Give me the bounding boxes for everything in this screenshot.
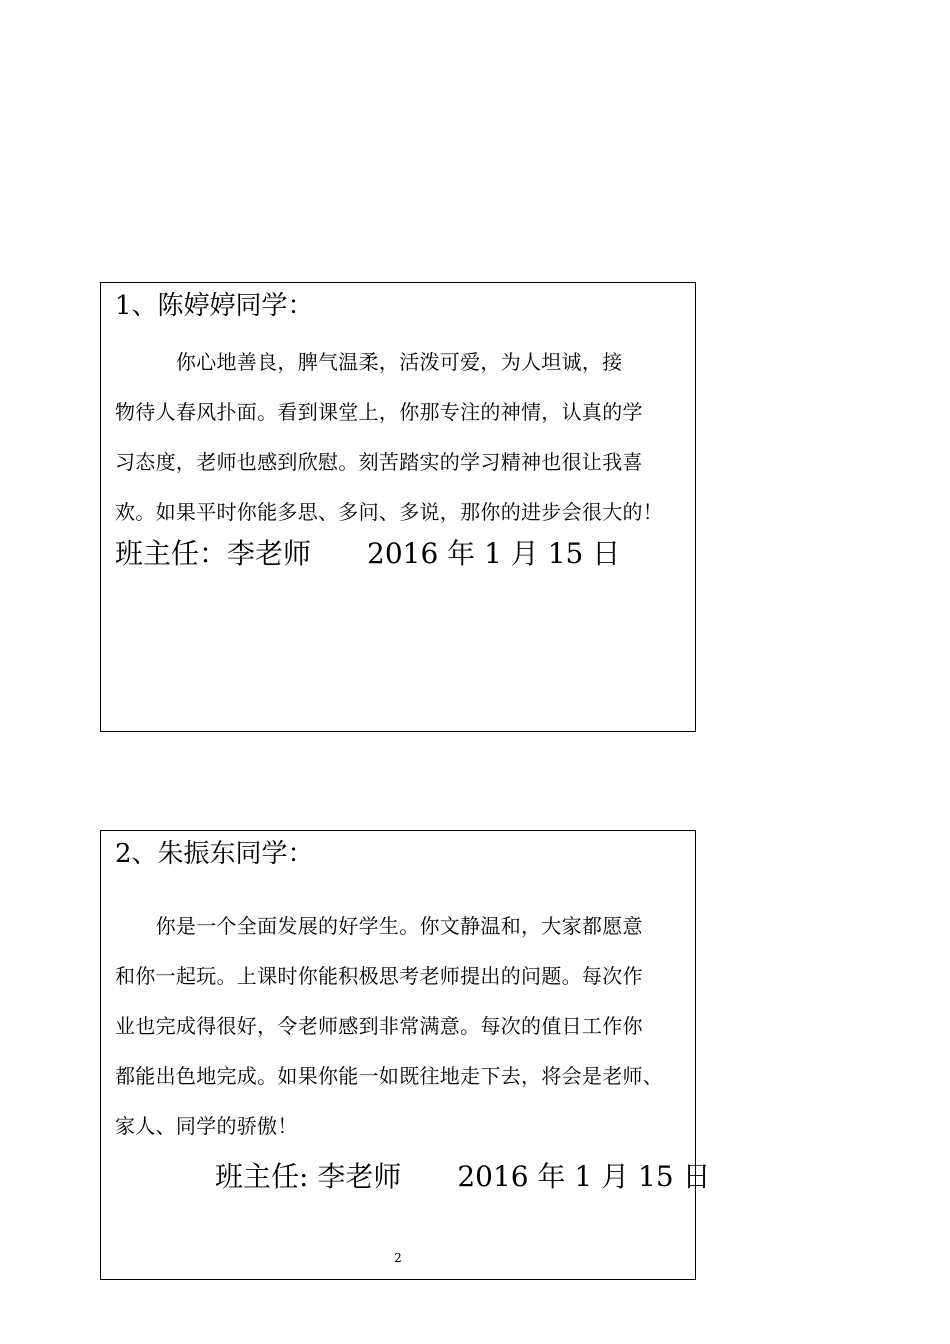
signature-date: 2016 年 1 月 15 日 [457,1160,711,1193]
comment-line: 业也完成得很好，令老师感到非常满意。每次的值日工作你 [115,1014,643,1038]
teacher-signature: 班主任: 李老师 [215,1160,402,1193]
page-number: 2 [394,1251,402,1265]
comment-line: 习态度，老师也感到欣慰。刻苦踏实的学习精神也很让我喜 [115,450,643,474]
comment-line: 你心地善良，脾气温柔，活泼可爱，为人坦诚，接 [115,350,623,374]
comment-line: 欢。如果平时你能多思、多问、多说，那你的进步会很大的！ [115,500,664,524]
comment-card-2 [100,830,711,1280]
signature-line [215,1161,711,1193]
comment-line: 家人、同学的骄傲！ [115,1114,298,1138]
comment-line: 你是一个全面发展的好学生。你文静温和，大家都愿意 [115,914,643,938]
teacher-signature: 班主任：李老师 [115,537,312,570]
comment-line: 物待人春风扑面。看到课堂上，你那专注的神情，认真的学 [115,400,643,424]
comment-line: 都能出色地完成。如果你能一如既往地走下去，将会是老师、 [115,1064,664,1088]
comment-card-1 [100,282,696,732]
signature-line [115,538,620,570]
comment-line: 和你一起玩。上课时你能积极思考老师提出的问题。每次作 [115,964,643,988]
student-heading: 1、陈婷婷同学： [115,291,314,321]
student-heading: 2、朱振东同学： [115,839,314,869]
signature-date: 2016 年 1 月 15 日 [367,537,621,570]
